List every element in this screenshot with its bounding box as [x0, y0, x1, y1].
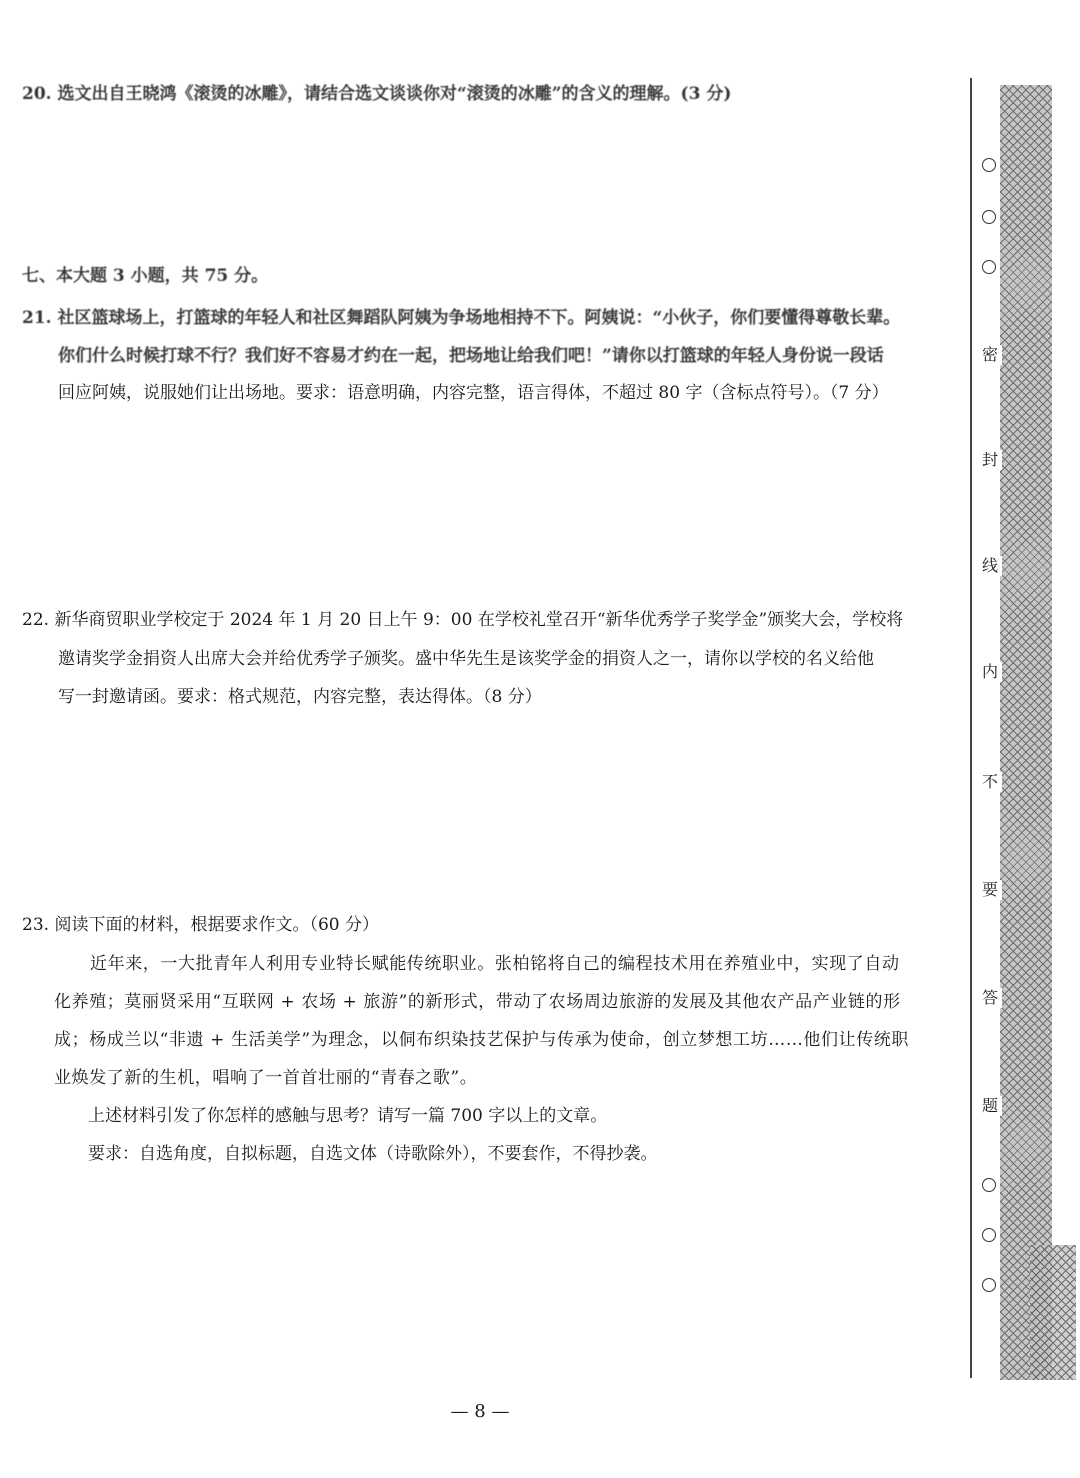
binding-char-feng: 封 — [978, 450, 1002, 470]
binding-circle-icon — [982, 1228, 996, 1242]
section-7-heading: 七、本大题 3 小题，共 75 分。 — [22, 266, 269, 286]
binding-circle-icon — [982, 260, 996, 274]
essay-prompt: 上述材料引发了你怎样的感触与思考？请写一篇 700 字以上的文章。 — [88, 1106, 608, 1126]
material-line-2: 化养殖；莫丽贤采用“互联网 + 农场 + 旅游”的新形式，带动了农场周边旅游的发展及其他农产品产业链的形 — [54, 992, 901, 1012]
question-21-line-3: 回应阿姨，说服她们让出场地。要求：语意明确，内容完整，语言得体，不超过 80 字（含标点符号）。（7 分） — [58, 383, 889, 403]
question-23-heading: 23. 阅读下面的材料，根据要求作文。（60 分） — [22, 915, 379, 935]
question-22-line-3: 写一封邀请函。要求：格式规范，内容完整，表达得体。（8 分） — [58, 687, 542, 707]
binding-char-bu: 不 — [978, 772, 1002, 792]
binding-circle-icon — [982, 210, 996, 224]
material-line-3: 成；杨成兰以“非遗 + 生活美学”为理念，以侗布织染技艺保护与传承为使命，创立梦想工坊……他们让传统职 — [54, 1030, 910, 1050]
binding-char-xian: 线 — [978, 556, 1002, 576]
question-21-line-2: 你们什么时候打球不行？我们好不容易才约在一起，把场地让给我们吧！”请你以打篮球的年轻人身份说一段话 — [58, 346, 884, 366]
question-21-line-1: 21. 社区篮球场上，打篮球的年轻人和社区舞蹈队阿姨为争场地相持不下。阿姨说：“小伙子，你们要懂得尊敬长辈。 — [22, 308, 901, 328]
binding-char-yao: 要 — [978, 880, 1002, 900]
binding-circle-icon — [982, 1178, 996, 1192]
binding-hatch-block — [1030, 1245, 1076, 1380]
page-number: — 8 — — [450, 1401, 510, 1422]
binding-char-mi: 密 — [978, 345, 1002, 365]
binding-hatch-strip — [1000, 85, 1052, 1380]
question-22-line-1: 22. 新华商贸职业学校定于 2024 年 1 月 20 日上午 9：00 在学校礼堂召开“新华优秀学子奖学金”颁奖大会，学校将 — [22, 610, 904, 630]
essay-requirements: 要求：自选角度，自拟标题，自选文体（诗歌除外），不要套作，不得抄袭。 — [88, 1144, 658, 1164]
binding-char-ti: 题 — [978, 1096, 1002, 1116]
binding-circle-icon — [982, 1278, 996, 1292]
binding-line — [970, 78, 972, 1378]
question-20: 20. 选文出自王晓鸿《滚烫的冰雕》，请结合选文谈谈你对“滚烫的冰雕”的含义的理解。(3 分) — [22, 84, 732, 104]
binding-circle-icon — [982, 158, 996, 172]
binding-char-da: 答 — [978, 988, 1002, 1008]
binding-char-nei: 内 — [978, 662, 1002, 682]
material-line-4: 业焕发了新的生机，唱响了一首首壮丽的“青春之歌”。 — [54, 1068, 478, 1088]
question-22-line-2: 邀请奖学金捐资人出席大会并给优秀学子颁奖。盛中华先生是该奖学金的捐资人之一，请你以学校的名义给他 — [58, 649, 874, 669]
material-line-1: 近年来，一大批青年人利用专业特长赋能传统职业。张柏铭将自己的编程技术用在养殖业中，实现了自动 — [90, 954, 900, 974]
